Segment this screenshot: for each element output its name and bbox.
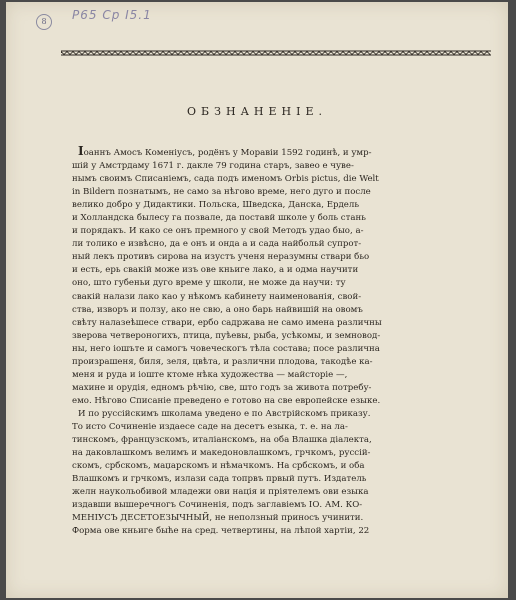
text-line: издавши вышеречногъ Сочиненія, подъ заглавіемъ ІО. АМ. КО- xyxy=(72,500,363,511)
page-title: ОБЗНАНЕНІЕ. xyxy=(187,105,327,118)
text-line: махине и орудія, едномъ рѣчію, све, што годъ за живота потребу- xyxy=(72,382,372,393)
text-line: И по руссійскимъ школама уведено е по Австрійскомъ приказу. xyxy=(78,408,371,419)
text-line: ный лекъ противъ сирова на изустъ ученя неразумны ствари бьо xyxy=(72,252,370,263)
body-text xyxy=(72,145,497,538)
text-line: скомъ, србскомъ, маџарскомъ и нѣмачкомъ. На србскомъ, и оба xyxy=(72,461,365,472)
page-number-stamp: 8 xyxy=(36,14,52,30)
text-line: Влашкомъ и грчкомъ, излази сада топрвъ првый путъ. Издатель xyxy=(72,474,367,485)
text-line: Форма ове кньиге быће на сред. четвертины, на лѣпой хартіи, 22 xyxy=(72,526,370,537)
text-line: зверова четвероногихъ, птица, пуѣевы, рыба, усѣкомы, и земновод- xyxy=(72,330,381,341)
first-line-text: Іоаннъ Амосъ Коменіусъ, родёнъ у Моравіи 1592 годинѣ, и умр- xyxy=(78,145,372,158)
document-page xyxy=(6,2,508,598)
text-line: меня и руда и іоште ктоме нѣка художества — майсторіе —, xyxy=(72,369,348,380)
text-line: и есть, ерь свакій може изъ ове кньиге лако, а и одма научити xyxy=(72,265,359,276)
text-line: оно, што губеньи дуго време у школи, не може да научи: ту xyxy=(72,278,346,289)
text-line: МЕНІУСЪ ДЕСЕТОЕЗЫЧНЫЙ, не неползный приносъ учинити. xyxy=(72,513,364,524)
text-line: емо. Нѣгово Списаніе преведено е готово на све европейске езыке. xyxy=(72,395,381,406)
text-line: желн наукольобивой младежи ови нація и пріятелемъ ови езыка xyxy=(72,487,369,498)
decorative-border-top xyxy=(61,50,491,56)
text-line: и порядакъ. И како се онъ премного у свой Методъ удао быо, а- xyxy=(72,226,364,237)
text-line: ства, изворъ и ползу, ако не свю, а оно барь найвишій на овомъ xyxy=(72,304,363,315)
text-line: То исто Сочиненіе издаесе саде на десетъ езыка, т. е. на ла- xyxy=(72,421,348,432)
text-line: и Холландска былесу га позвале, да поставй школе у боль стань xyxy=(72,213,366,224)
text-line: на даковлашкомъ велимъ и македоновлашкомъ, грчкомъ, руссій- xyxy=(72,448,371,459)
text-line: тинскомъ, французскомъ, италіанскомъ, на оба Влашка діалекта, xyxy=(72,435,372,446)
text-line: in Bildern познатымъ, не само за нѣгово време, него дуго и после xyxy=(72,187,371,198)
text-line: свѣту налазеѣшесе ствари, ербо садржава не само имена различны xyxy=(72,317,382,328)
text-line: велико добро у Дидактики. Польска, Шведска, Данска, Ердель xyxy=(72,200,360,211)
text-line: нымъ своимъ Списаніемъ, сада подъ именомъ Orbis pictus, die Welt xyxy=(72,174,379,185)
text-line: произрашеня, биля, зеля, цвѣта, и различни плодова, такодѣе ка- xyxy=(72,356,373,367)
text-line-1 xyxy=(72,145,497,160)
drop-cap: І xyxy=(78,145,84,158)
text-line: шій у Амстрдаму 1671 г. дакле 79 година старъ, завео е чуве- xyxy=(72,161,354,172)
text-line: свакій налази лако као у нѣкомъ кабинету наименованія, свой- xyxy=(72,291,362,302)
text-line: ли толико е извѣсно, да е онъ и онда а и сада найбольй супрот- xyxy=(72,239,362,250)
handwritten-note: Р65 Ср І5.1 xyxy=(72,8,152,22)
text-line: ны, него іошъте и самогъ човеческогъ тѣла состава; посе различна xyxy=(72,343,380,354)
